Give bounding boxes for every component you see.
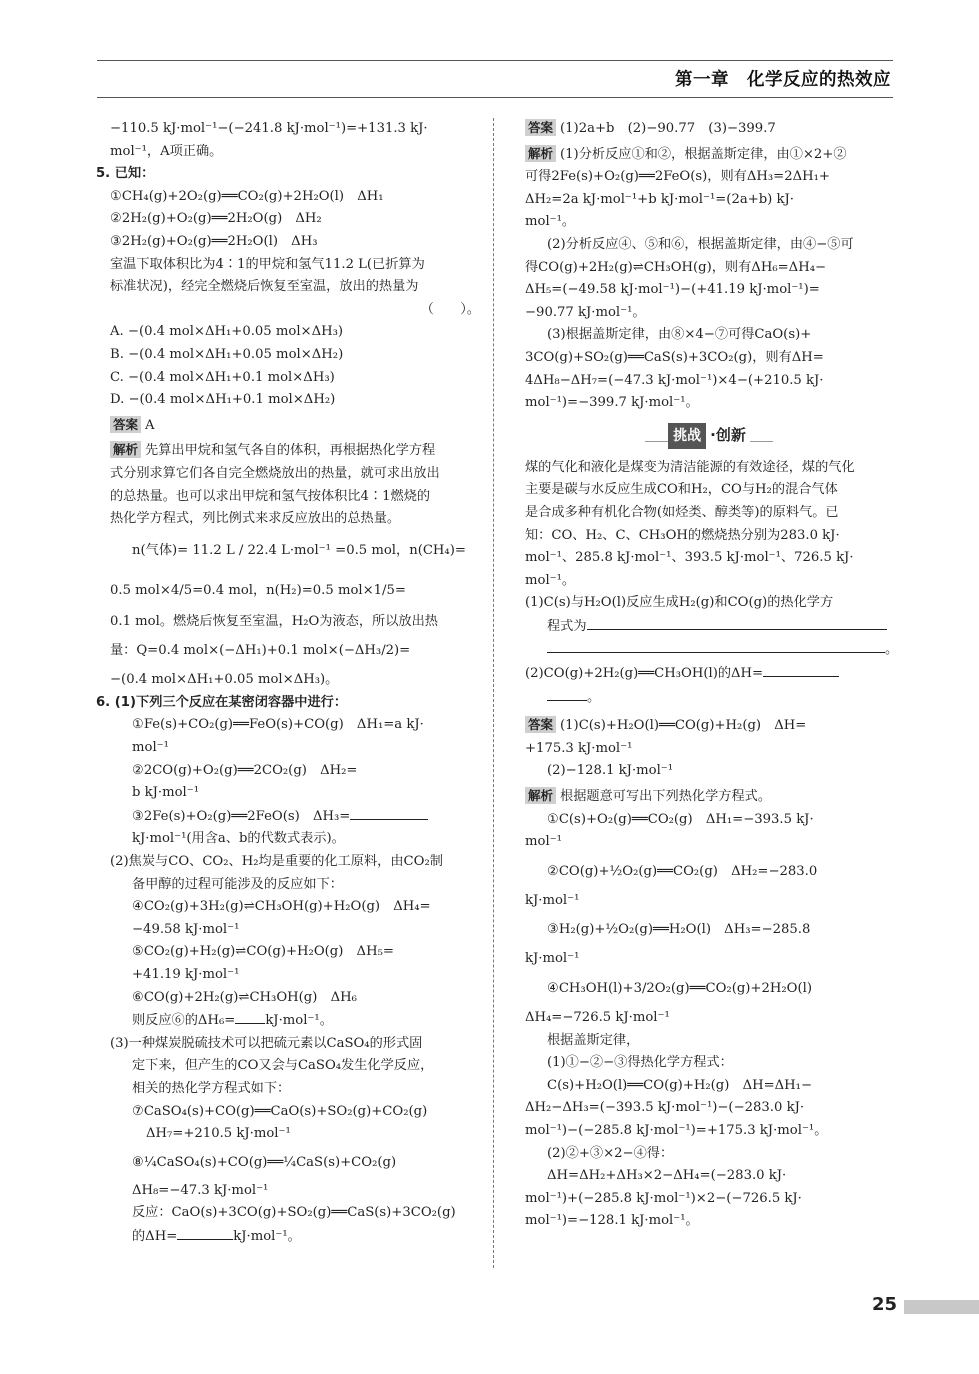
blank-equation-1[interactable] xyxy=(587,615,887,630)
equation-line: ④CO₂(g)+3H₂(g)⇌CH₃OH(g)+H₂O(g) ΔH₄= xyxy=(132,899,431,915)
text-line: 主要是碳与水反应生成CO和H₂，CO与H₂的混合气体 xyxy=(525,482,838,498)
text-line: 0.1 mol。燃烧后恢复至室温，H₂O为液态，所以放出热 xyxy=(110,613,438,629)
text-line: 知：CO、H₂、C、CH₃OH的燃烧热分别为283.0 kJ· xyxy=(525,527,840,543)
answer-label: 答案 xyxy=(525,119,556,136)
text-line: mol⁻¹)=−128.1 kJ·mol⁻¹。 xyxy=(525,1213,699,1229)
text-line: 程式为 xyxy=(547,618,587,634)
equation-line: ⑦CaSO₄(s)+CO(g)══CaO(s)+SO₂(g)+CO₂(g) xyxy=(132,1103,428,1119)
formula-line: n(气体)= 11.2 L / 22.4 L·mol⁻¹ =0.5 mol，n(CH₄)= xyxy=(132,542,466,558)
text-line: kJ·mol⁻¹ xyxy=(525,951,580,967)
blank-dh6[interactable] xyxy=(235,1009,265,1024)
text-line: b kJ·mol⁻¹ xyxy=(132,785,200,801)
analysis-label: 解析 xyxy=(525,787,556,804)
text-line: mol⁻¹ xyxy=(525,834,562,850)
text-line: ΔH₈=−47.3 kJ·mol⁻¹ xyxy=(132,1182,269,1198)
text-line: (2)分析反应④、⑤和⑥，根据盖斯定律，由④−⑤可 xyxy=(547,236,854,252)
text-line: ΔH₂−ΔH₃=(−393.5 kJ·mol⁻¹)−(−283.0 kJ· xyxy=(525,1100,805,1116)
answer-text: (1)2a+b (2)−90.77 (3)−399.7 xyxy=(560,121,776,136)
text-line: mol⁻¹ xyxy=(132,740,169,756)
formula-line: 0.5 mol×4/5=0.4 mol，n(H₂)=0.5 mol×1/5= xyxy=(110,582,406,598)
text-line: (2)−128.1 kJ·mol⁻¹ xyxy=(547,763,674,779)
analysis-label: 解析 xyxy=(525,145,556,162)
text-line: −110.5 kJ·mol⁻¹−(−241.8 kJ·mol⁻¹)=+131.3 kJ· xyxy=(110,121,428,136)
text-line: −(0.4 mol×ΔH₁+0.05 mol×ΔH₃)。 xyxy=(110,672,339,688)
text-line: mol⁻¹)=−399.7 kJ·mol⁻¹。 xyxy=(525,395,699,411)
option-a: A. −(0.4 mol×ΔH₁+0.05 mol×ΔH₃) xyxy=(110,324,344,340)
section-banner xyxy=(525,423,893,451)
option-d: D. −(0.4 mol×ΔH₁+0.1 mol×ΔH₂) xyxy=(110,392,336,408)
equation-line: ①CH₄(g)+2O₂(g)══CO₂(g)+2H₂O(l) ΔH₁ xyxy=(110,188,384,204)
text-line: 式分别求算它们各自完全燃烧放出的热量，就可求出放出 xyxy=(110,465,440,481)
text-line: 。 xyxy=(587,689,601,705)
text-line: 标准状况)，经完全燃烧后恢复至室温，放出的热量为 xyxy=(110,279,419,295)
text-line: ΔH₅=(−49.58 kJ·mol⁻¹)−(+41.19 kJ·mol⁻¹)= xyxy=(525,282,820,298)
equation-line: ③H₂(g)+½O₂(g)══H₂O(l) ΔH₃=−285.8 xyxy=(547,922,811,938)
blank-equation-2[interactable] xyxy=(547,638,885,653)
text-line: 室温下取体积比为4∶1的甲烷和氢气11.2 L(已折算为 xyxy=(110,256,425,272)
text-line: (3)一种煤炭脱硫技术可以把硫元素以CaSO₄的形式固 xyxy=(110,1035,423,1051)
text-line: (2)CO(g)+2H₂(g)══CH₃OH(l)的ΔH= xyxy=(525,666,764,682)
text-line: mol⁻¹)+(−285.8 kJ·mol⁻¹)×2−(−726.5 kJ· xyxy=(525,1190,802,1206)
text-line: mol⁻¹、285.8 kJ·mol⁻¹、393.5 kJ·mol⁻¹、726.5 kJ· xyxy=(525,550,854,566)
text-line: 4ΔH₈−ΔH₇=(−47.3 kJ·mol⁻¹)×4−(+210.5 kJ· xyxy=(525,372,824,388)
equation-line: ΔH=ΔH₂+ΔH₃×2−ΔH₄=(−283.0 kJ· xyxy=(547,1168,787,1184)
blank-dh-2[interactable] xyxy=(763,662,839,677)
equation-line: ⑧¼CaSO₄(s)+CO(g)══¼CaS(s)+CO₂(g) xyxy=(132,1154,397,1170)
question-6-stem: 6. (1)下列三个反应在某密闭容器中进行： xyxy=(96,694,348,710)
right-column xyxy=(525,118,899,1233)
text-line: 的总热量。也可以求出甲烷和氢气按体积比4∶1燃烧的 xyxy=(110,488,431,504)
formula-line: 量：Q=0.4 mol×(−ΔH₁)+0.1 mol×(−ΔH₃/2)= xyxy=(110,643,411,659)
option-c: C. −(0.4 mol×ΔH₁+0.1 mol×ΔH₃) xyxy=(110,369,335,385)
equation-line: ①C(s)+O₂(g)══CO₂(g) ΔH₁=−393.5 kJ· xyxy=(547,811,814,827)
equation-line: ④CH₃OH(l)+3/2O₂(g)══CO₂(g)+2H₂O(l) xyxy=(547,981,812,996)
answer-text: A xyxy=(145,417,155,433)
text-line: (3)根据盖斯定律，由⑧×4−⑦可得CaO(s)+ xyxy=(547,327,812,343)
text-line: 得CO(g)+2H₂(g)⇌CH₃OH(g)，则有ΔH₆=ΔH₄− xyxy=(525,259,827,275)
equation-line: C(s)+H₂O(l)══CO(g)+H₂(g) ΔH=ΔH₁− xyxy=(547,1077,813,1093)
page-number: 25 xyxy=(872,1294,898,1315)
text-line: +41.19 kJ·mol⁻¹ xyxy=(132,967,240,982)
text-line: 定下来，但产生的CO又会与CaSO₄发生化学反应， xyxy=(132,1058,434,1074)
answer-bracket: （ ）。 xyxy=(420,301,480,317)
text-line: kJ·mol⁻¹(用含a、b的代数式表示)。 xyxy=(132,831,345,847)
text-line: 可得2Fe(s)+O₂(g)══2FeO(s)，则有ΔH₃=2ΔH₁+ xyxy=(525,169,830,185)
chapter-title: 第一章 化学反应的热效应 xyxy=(675,70,891,90)
text-line: kJ·mol⁻¹。 xyxy=(233,1228,301,1244)
text-line: mol⁻¹。 xyxy=(525,214,576,230)
text-line: mol⁻¹，A项正确。 xyxy=(110,143,223,159)
text-line: 。 xyxy=(885,642,899,658)
text-line: kJ·mol⁻¹ xyxy=(525,892,580,908)
text-line: (2)②+③×2−④得： xyxy=(547,1145,674,1161)
equation-line: ⑤CO₂(g)+H₂(g)⇌CO(g)+H₂O(g) ΔH₅= xyxy=(132,944,394,960)
equation-line: 反应：CaO(s)+3CO(g)+SO₂(g)══CaS(s)+3CO₂(g) xyxy=(132,1205,456,1221)
equation-line: ②CO(g)+½O₂(g)══CO₂(g) ΔH₂=−283.0 xyxy=(547,863,818,879)
equation-line: ③2Fe(s)+O₂(g)══2FeO(s) ΔH₃= xyxy=(132,808,351,824)
answer-label: 答案 xyxy=(110,416,141,433)
text-line: 热化学方程式，列比例式来求反应放出的总热量。 xyxy=(110,511,401,527)
text-line: −49.58 kJ·mol⁻¹ xyxy=(132,921,240,937)
banner-tag: 挑战 xyxy=(668,423,706,450)
answer-text: (1)C(s)+H₂O(l)══CO(g)+H₂(g) ΔH= xyxy=(560,718,807,734)
equation-line: ②2H₂(g)+O₂(g)══2H₂O(g) ΔH₂ xyxy=(110,211,322,227)
text-line: (1)①−②−③得热化学方程式： xyxy=(547,1055,733,1071)
text-line: −90.77 kJ·mol⁻¹。 xyxy=(525,304,646,320)
text-line: mol⁻¹)−(−285.8 kJ·mol⁻¹)=+175.3 kJ·mol⁻¹。 xyxy=(525,1122,828,1138)
text-line: ΔH₂=2a kJ·mol⁻¹+b kJ·mol⁻¹=(2a+b) kJ· xyxy=(525,191,794,207)
left-column xyxy=(96,118,480,1249)
text-line: 则反应⑥的ΔH₆= xyxy=(132,1013,236,1029)
header-rule-top xyxy=(97,60,893,61)
text-line: kJ·mol⁻¹。 xyxy=(265,1013,333,1029)
analysis-text: 先算出甲烷和氢气各自的体积，再根据热化学方程 xyxy=(145,443,436,459)
blank-dh[interactable] xyxy=(177,1225,233,1240)
page-number-bar xyxy=(904,1300,979,1314)
text-line: +175.3 kJ·mol⁻¹ xyxy=(525,740,633,756)
text-line: (2)焦炭与CO、CO₂、H₂均是重要的化工原料，由CO₂制 xyxy=(110,854,443,870)
text-line: 煤的气化和液化是煤变为清洁能源的有效途径，煤的气化 xyxy=(525,459,855,475)
blank-dh3[interactable] xyxy=(350,805,428,820)
text-line: 3CO(g)+SO₂(g)══CaS(s)+3CO₂(g)，则有ΔH= xyxy=(525,349,824,365)
question-5-stem: 5. 已知： xyxy=(96,166,155,182)
text-line: 备甲醇的过程可能涉及的反应如下： xyxy=(132,876,343,892)
analysis-text: 根据题意可写出下列热化学方程式。 xyxy=(560,789,772,805)
equation-line: ③2H₂(g)+O₂(g)══2H₂O(l) ΔH₃ xyxy=(110,233,318,249)
analysis-label: 解析 xyxy=(110,441,141,458)
text-line: ΔH₄=−726.5 kJ·mol⁻¹ xyxy=(525,1010,670,1025)
text-line: 的ΔH= xyxy=(132,1228,178,1244)
banner-title: ·创新 xyxy=(706,424,750,447)
blank-dh-2-cont[interactable] xyxy=(547,686,587,701)
equation-line: ①Fe(s)+CO₂(g)══FeO(s)+CO(g) ΔH₁=a kJ· xyxy=(132,717,424,733)
option-b: B. −(0.4 mol×ΔH₁+0.05 mol×ΔH₂) xyxy=(110,346,344,362)
text-line: (1)C(s)与H₂O(l)反应生成H₂(g)和CO(g)的热化学方 xyxy=(525,595,834,611)
answer-label: 答案 xyxy=(525,716,556,733)
text-line: mol⁻¹。 xyxy=(525,572,576,588)
text-line: 是合成多种有机化合物(如烃类、醇类等)的原料气。已 xyxy=(525,504,839,520)
equation-line: ⑥CO(g)+2H₂(g)⇌CH₃OH(g) ΔH₆ xyxy=(132,989,357,1005)
header-rule-bottom xyxy=(97,97,893,98)
text-line: ΔH₇=+210.5 kJ·mol⁻¹ xyxy=(146,1126,291,1142)
text-line: 相关的热化学方程式如下： xyxy=(132,1080,291,1096)
equation-line: ②2CO(g)+O₂(g)══2CO₂(g) ΔH₂= xyxy=(132,762,358,778)
column-divider xyxy=(493,118,494,1268)
analysis-text: (1)分析反应①和②，根据盖斯定律，由①×2+② xyxy=(560,146,847,162)
text-line: 根据盖斯定律， xyxy=(547,1032,640,1048)
